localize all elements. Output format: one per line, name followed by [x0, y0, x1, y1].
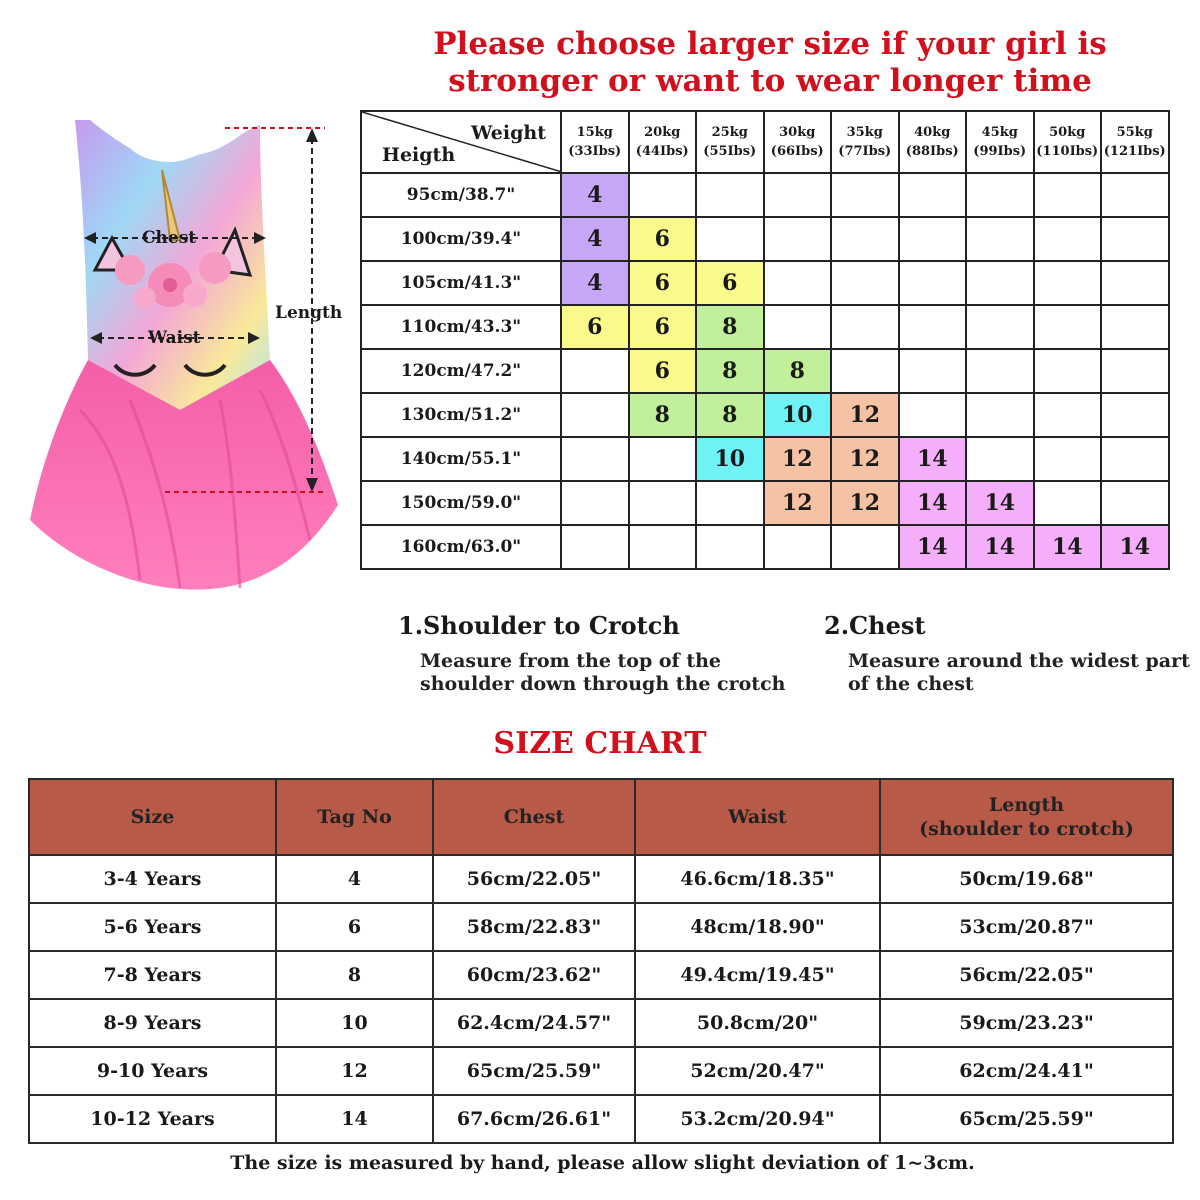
size-cell: 4 — [561, 173, 629, 217]
weight-kg: 25kg — [711, 125, 748, 140]
size-cell: 6 — [696, 261, 764, 305]
size-cell — [831, 305, 899, 349]
weight-lbs: (99Ibs) — [973, 144, 1027, 159]
size-cell: 12 — [831, 437, 899, 481]
weight-kg: 35kg — [846, 125, 883, 140]
size-cell — [1101, 349, 1169, 393]
weight-header-cell — [1101, 111, 1169, 173]
size-cell — [899, 393, 967, 437]
length-measure-label: Length — [275, 303, 343, 323]
chest-measure-label: Chest — [142, 228, 197, 248]
size-cell — [1034, 437, 1102, 481]
size-cell — [966, 305, 1034, 349]
size-cell — [629, 173, 697, 217]
size-cell: 6 — [629, 305, 697, 349]
size-cell: 12 — [831, 481, 899, 525]
header-length-line-2: (shoulder to crotch) — [919, 818, 1134, 840]
weight-header-cell — [629, 111, 697, 173]
height-label-cell: 110cm/43.3" — [361, 305, 561, 349]
weight-lbs: (88Ibs) — [905, 144, 959, 159]
size-cell — [561, 349, 629, 393]
size-cell — [966, 437, 1034, 481]
size-cell: 14 — [966, 481, 1034, 525]
size-cell — [1101, 393, 1169, 437]
size-cell: 6 — [629, 217, 697, 261]
grid-row — [361, 393, 1169, 437]
weight-height-grid — [360, 110, 1170, 570]
headline — [380, 26, 1160, 100]
size-cell — [561, 481, 629, 525]
size-cell — [1034, 305, 1102, 349]
chest-value: 56cm/22.05" — [433, 855, 635, 903]
size-cell — [561, 437, 629, 481]
size-chart-table — [28, 778, 1174, 1144]
size-cell: 14 — [899, 525, 967, 569]
size-cell — [764, 525, 832, 569]
grid-row — [361, 217, 1169, 261]
size-cell — [1101, 173, 1169, 217]
size-cell: 4 — [561, 217, 629, 261]
weight-lbs: (121Ibs) — [1103, 144, 1166, 159]
waist-measure-label: Waist — [148, 328, 201, 348]
height-label-cell: 160cm/63.0" — [361, 525, 561, 569]
size-cell — [1101, 437, 1169, 481]
size-cell — [764, 261, 832, 305]
weight-kg: 40kg — [914, 125, 951, 140]
header-tag-no: Tag No — [276, 779, 433, 855]
waist-value: 48cm/18.90" — [635, 903, 880, 951]
weight-lbs: (66Ibs) — [770, 144, 824, 159]
size-cell: 8 — [696, 393, 764, 437]
tag-no-value: 14 — [276, 1095, 433, 1143]
size-cell — [831, 173, 899, 217]
grid-row — [361, 437, 1169, 481]
size-cell: 14 — [899, 481, 967, 525]
size-cell: 8 — [629, 393, 697, 437]
size-chart-header-row — [29, 779, 1173, 855]
size-cell — [764, 173, 832, 217]
size-cell — [1101, 305, 1169, 349]
weight-header-cell — [966, 111, 1034, 173]
weight-header-cell — [696, 111, 764, 173]
dress-illustration — [20, 110, 360, 600]
header-length — [880, 779, 1173, 855]
size-cell — [1101, 261, 1169, 305]
weight-lbs: (44Ibs) — [635, 144, 689, 159]
length-value: 50cm/19.68" — [880, 855, 1173, 903]
size-cell — [1034, 349, 1102, 393]
weight-lbs: (110Ibs) — [1036, 144, 1099, 159]
waist-value: 50.8cm/20" — [635, 999, 880, 1047]
size-cell — [629, 481, 697, 525]
tag-no-value: 10 — [276, 999, 433, 1047]
size-cell — [1034, 217, 1102, 261]
chest-desc-line-2: of the chest — [848, 673, 974, 695]
size-cell: 10 — [696, 437, 764, 481]
size-cell — [831, 261, 899, 305]
height-label-cell: 100cm/39.4" — [361, 217, 561, 261]
size-cell: 14 — [1034, 525, 1102, 569]
chest-value: 62.4cm/24.57" — [433, 999, 635, 1047]
size-cell — [966, 349, 1034, 393]
size-cell — [696, 217, 764, 261]
size-cell — [899, 261, 967, 305]
size-cell — [1034, 481, 1102, 525]
size-cell — [899, 217, 967, 261]
size-cell: 14 — [899, 437, 967, 481]
waist-value: 46.6cm/18.35" — [635, 855, 880, 903]
grid-header-row — [361, 111, 1169, 173]
length-value: 62cm/24.41" — [880, 1047, 1173, 1095]
tag-no-value: 12 — [276, 1047, 433, 1095]
size-cell — [629, 525, 697, 569]
size-value: 7-8 Years — [29, 951, 276, 999]
weight-kg: 30kg — [779, 125, 816, 140]
weight-lbs: (33Ibs) — [568, 144, 622, 159]
size-cell — [966, 261, 1034, 305]
size-cell — [899, 173, 967, 217]
size-cell — [966, 173, 1034, 217]
leotard-dress-image — [20, 110, 360, 600]
size-chart-row — [29, 903, 1173, 951]
size-cell — [831, 217, 899, 261]
length-value: 56cm/22.05" — [880, 951, 1173, 999]
weight-header-cell — [764, 111, 832, 173]
weight-kg: 55kg — [1116, 125, 1153, 140]
weight-kg: 45kg — [981, 125, 1018, 140]
size-value: 10-12 Years — [29, 1095, 276, 1143]
headline-line-2: stronger or want to wear longer time — [448, 63, 1092, 99]
size-cell — [561, 525, 629, 569]
size-cell — [1034, 261, 1102, 305]
chest-value: 60cm/23.62" — [433, 951, 635, 999]
weight-header-cell — [1034, 111, 1102, 173]
size-chart-row — [29, 855, 1173, 903]
weight-lbs: (77Ibs) — [838, 144, 892, 159]
height-label-cell: 140cm/55.1" — [361, 437, 561, 481]
size-cell: 12 — [764, 437, 832, 481]
waist-value: 49.4cm/19.45" — [635, 951, 880, 999]
corner-weight-label: Weight — [471, 122, 546, 144]
size-chart-row — [29, 1047, 1173, 1095]
size-cell — [831, 349, 899, 393]
height-label-cell: 120cm/47.2" — [361, 349, 561, 393]
size-cell: 8 — [764, 349, 832, 393]
size-cell — [1034, 393, 1102, 437]
size-cell — [696, 481, 764, 525]
shoulder-to-crotch-desc — [420, 650, 785, 696]
size-cell: 8 — [696, 305, 764, 349]
chest-value: 67.6cm/26.61" — [433, 1095, 635, 1143]
header-length-line-1: Length — [988, 794, 1065, 816]
tag-no-value: 6 — [276, 903, 433, 951]
size-chart-row — [29, 1095, 1173, 1143]
size-cell: 8 — [696, 349, 764, 393]
weight-lbs: (55Ibs) — [703, 144, 757, 159]
grid-row — [361, 349, 1169, 393]
grid-corner-cell — [361, 111, 561, 173]
waist-value: 53.2cm/20.94" — [635, 1095, 880, 1143]
weight-header-cell — [831, 111, 899, 173]
size-cell: 6 — [561, 305, 629, 349]
waist-value: 52cm/20.47" — [635, 1047, 880, 1095]
size-chart-row — [29, 999, 1173, 1047]
tag-no-value: 8 — [276, 951, 433, 999]
size-cell: 12 — [831, 393, 899, 437]
size-cell — [899, 305, 967, 349]
grid-row — [361, 305, 1169, 349]
size-cell — [899, 349, 967, 393]
size-value: 9-10 Years — [29, 1047, 276, 1095]
height-label-cell: 95cm/38.7" — [361, 173, 561, 217]
size-cell — [1101, 481, 1169, 525]
size-cell — [831, 525, 899, 569]
size-cell — [696, 173, 764, 217]
size-cell — [764, 305, 832, 349]
size-cell: 10 — [764, 393, 832, 437]
size-cell — [561, 393, 629, 437]
size-cell: 14 — [1101, 525, 1169, 569]
size-cell: 14 — [966, 525, 1034, 569]
length-value: 59cm/23.23" — [880, 999, 1173, 1047]
size-cell — [1101, 217, 1169, 261]
grid-row — [361, 481, 1169, 525]
size-value: 5-6 Years — [29, 903, 276, 951]
chest-desc-line-1: Measure around the widest part — [848, 650, 1190, 672]
weight-header-cell — [899, 111, 967, 173]
size-chart-row — [29, 951, 1173, 999]
grid-row — [361, 261, 1169, 305]
footnote: The size is measured by hand, please allow slight deviation of 1~3cm. — [230, 1152, 975, 1174]
size-cell — [966, 393, 1034, 437]
length-value: 65cm/25.59" — [880, 1095, 1173, 1143]
size-cell — [629, 437, 697, 481]
grid-row — [361, 525, 1169, 569]
shoulder-desc-line-1: Measure from the top of the — [420, 650, 722, 672]
height-label-cell: 130cm/51.2" — [361, 393, 561, 437]
weight-header-cell — [561, 111, 629, 173]
size-cell — [764, 217, 832, 261]
size-cell: 6 — [629, 261, 697, 305]
chest-value: 65cm/25.59" — [433, 1047, 635, 1095]
corner-height-label: Heigth — [382, 144, 456, 166]
chest-title: 2.Chest — [824, 611, 926, 640]
size-cell: 12 — [764, 481, 832, 525]
length-value: 53cm/20.87" — [880, 903, 1173, 951]
headline-line-1: Please choose larger size if your girl is — [433, 26, 1107, 62]
weight-kg: 15kg — [576, 125, 613, 140]
size-value: 8-9 Years — [29, 999, 276, 1047]
size-chart-title: SIZE CHART — [493, 726, 707, 761]
size-cell: 4 — [561, 261, 629, 305]
header-size: Size — [29, 779, 276, 855]
header-waist: Waist — [635, 779, 880, 855]
shoulder-desc-line-2: shoulder down through the crotch — [420, 673, 786, 695]
header-chest: Chest — [433, 779, 635, 855]
size-value: 3-4 Years — [29, 855, 276, 903]
weight-kg: 20kg — [644, 125, 681, 140]
chest-desc — [848, 650, 1190, 696]
size-cell: 6 — [629, 349, 697, 393]
chest-value: 58cm/22.83" — [433, 903, 635, 951]
shoulder-to-crotch-title: 1.Shoulder to Crotch — [398, 611, 680, 640]
weight-kg: 50kg — [1049, 125, 1086, 140]
height-label-cell: 150cm/59.0" — [361, 481, 561, 525]
size-cell — [1034, 173, 1102, 217]
tag-no-value: 4 — [276, 855, 433, 903]
size-cell — [966, 217, 1034, 261]
height-label-cell: 105cm/41.3" — [361, 261, 561, 305]
grid-row — [361, 173, 1169, 217]
size-cell — [696, 525, 764, 569]
